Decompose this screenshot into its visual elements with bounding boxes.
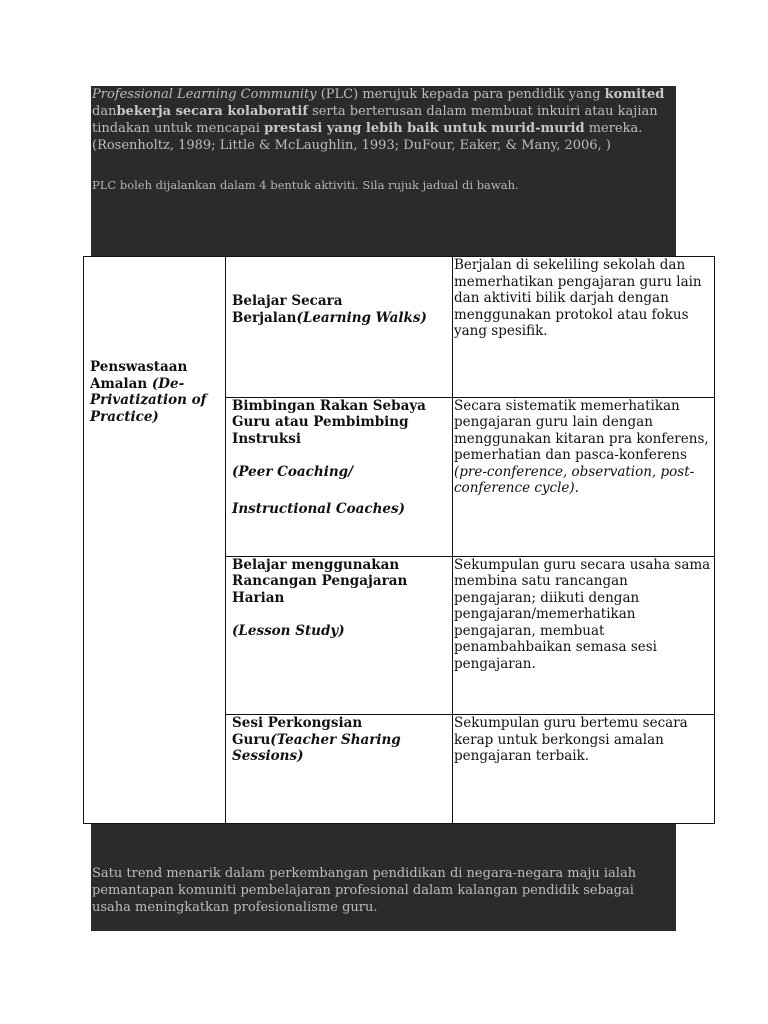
activity-label-en: (Learning Walks) bbox=[296, 309, 427, 326]
activity-cell bbox=[226, 556, 453, 715]
activity-label: Sesi Perkongsian Guru bbox=[232, 715, 363, 748]
category-cell bbox=[84, 257, 226, 824]
description-cell bbox=[453, 556, 715, 715]
intro-bold-3: prestasi yang lebih baik untuk murid-murid bbox=[264, 121, 585, 136]
category-label: Penswastaan Amalan bbox=[90, 359, 188, 392]
activity-label-en: (Teacher Sharing Sessions) bbox=[232, 731, 401, 765]
activity-description: Berjalan di sekeliling sekolah dan memerhatikan pengajaran guru lain dan aktiviti bilik darjah dengan menggunakan protokol atau fokus yang spesifik. bbox=[454, 257, 702, 339]
activity-description-en: (pre-conference, observation, post-conference cycle) bbox=[454, 463, 695, 497]
category-label-en: (De-Privatization of Practice) bbox=[90, 375, 207, 425]
activity-description: Sekumpulan guru bertemu secara kerap untuk berkongsi amalan pengajaran terbaik. bbox=[454, 715, 688, 765]
closing-paragraph: Satu trend menarik dalam perkembangan pendidikan di negara-negara maju ialah pemantapan komuniti pembelajaran profesional dalam kalangan pendidik sebagai usaha meningkatkan profesionalisme guru. bbox=[92, 866, 637, 915]
table-row bbox=[84, 257, 715, 398]
plc-term: Professional Learning Community bbox=[92, 87, 317, 102]
intro-text-2: dan bbox=[92, 104, 117, 119]
intro-text-4: mereka.(Rosenholtz, 1989; Little & McLaughlin, 1993; DuFour, Eaker, & Many, 2006, ) bbox=[92, 121, 643, 153]
activity-cell bbox=[226, 715, 453, 824]
table-note: PLC boleh dijalankan dalam 4 bentuk aktiviti. Sila rujuk jadual di bawah. bbox=[92, 178, 519, 192]
intro-bold-1: komited bbox=[604, 87, 665, 102]
activity-description-end: . bbox=[574, 480, 579, 497]
description-cell bbox=[453, 257, 715, 398]
activity-label-en-2: Instructional Coaches) bbox=[232, 500, 405, 517]
activity-label-en: (Lesson Study) bbox=[232, 623, 345, 640]
intro-panel bbox=[91, 86, 676, 258]
intro-text-3: serta berterusan dalam membuat inkuiri atau kajian tindakan untuk mencapai bbox=[92, 104, 658, 136]
activity-label: Bimbingan Rakan Sebaya Guru atau Pembimbing Instruksi bbox=[232, 397, 426, 447]
activity-label: Belajar menggunakan Rancangan Pengajaran Harian bbox=[232, 556, 408, 606]
intro-bold-2: bekerja secara kolaboratif bbox=[116, 104, 308, 119]
activity-description: Secara sistematik memerhatikan pengajaran guru lain dengan menggunakan kitaran pra konferens, pemerhatian dan pasca-konferens bbox=[454, 397, 709, 464]
activity-cell bbox=[226, 257, 453, 398]
activity-description: Sekumpulan guru secara usaha sama membina satu rancangan pengajaran; diikuti dengan pengajaran/memerhatikan pengajaran, membuat penambahbaikan semasa sesi pengajaran. bbox=[454, 556, 711, 672]
closing-panel bbox=[91, 824, 676, 931]
activity-cell bbox=[226, 397, 453, 556]
plc-activities-table bbox=[83, 256, 715, 824]
description-cell bbox=[453, 397, 715, 556]
description-cell bbox=[453, 715, 715, 824]
plc-activities-table-wrapper bbox=[83, 256, 715, 824]
intro-paragraph bbox=[92, 86, 676, 154]
activity-label: Belajar Secara Berjalan bbox=[232, 293, 343, 326]
activity-label-en: (Peer Coaching/ bbox=[232, 464, 354, 481]
intro-text-1: (PLC) merujuk kepada para pendidik yang bbox=[316, 87, 605, 102]
